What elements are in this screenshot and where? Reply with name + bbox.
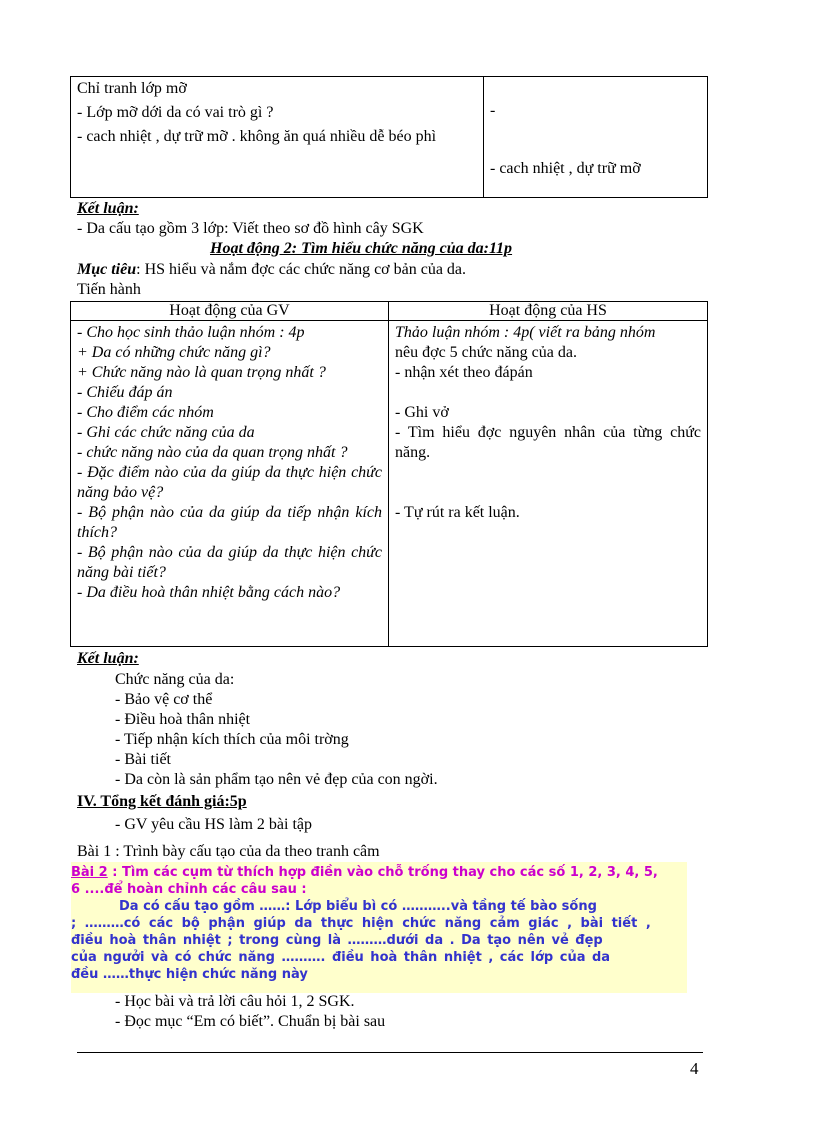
conclusion2-heading: Kết luận:: [77, 650, 139, 667]
table1-right-cell: [484, 77, 708, 198]
footer-rule: [77, 1052, 703, 1053]
table2-header-gv: Hoạt động của GV: [71, 302, 389, 321]
bai2-text-line: ; ………có các bộ phận giúp da thực hiện chức năng cảm giác , bài tiết ,: [71, 916, 651, 931]
gv-item: - Bộ phận nào của da giúp da thực hiện chức năng bài tiết?: [77, 544, 382, 581]
conclusion2-item: - Bài tiết: [115, 751, 171, 768]
gv-item: - chức năng nào của da quan trọng nhất ?: [77, 444, 348, 461]
homework-block: [115, 992, 385, 1032]
conclusion1-heading: Kết luận:: [77, 200, 139, 217]
bai2-prompt-1: : Tìm các cụm từ thích hợp điền vào chỗ trống thay cho các số 1, 2, 3, 4, 5,: [107, 865, 658, 880]
homework-item: - Học bài và trả lời câu hỏi 1, 2 SGK.: [115, 993, 355, 1010]
activity2-title: Hoạt động 2: Tìm hiểu chức năng của da:11p: [210, 240, 513, 257]
conclusion2-item: - Da còn là sản phẩm tạo nên vẻ đẹp của con ngời.: [115, 771, 438, 788]
table1-right-answer: - cach nhiệt , dự trữ mỡ: [490, 160, 641, 177]
conclusion2-block: [115, 670, 438, 790]
bai2-label: Bài 2: [71, 865, 108, 880]
hs-item: nêu đợc 5 chức năng của da.: [395, 344, 577, 361]
conclusion1-text: - Da cấu tạo gồm 3 lớp: Viết theo sơ đồ hình cây SGK: [77, 220, 424, 237]
bai2-prompt: [71, 864, 687, 881]
bai2-text-line: điều hoà thân nhiệt ; trong cùng là ………dưới da . Da tạo nên vẻ đẹp: [71, 933, 603, 948]
gv-item: - Bộ phận nào của da giúp da tiếp nhận kích thích?: [77, 504, 382, 541]
table2-header-hs: Hoạt động của HS: [389, 302, 708, 321]
bai2-text-line: đều ……thực hiện chức năng này: [71, 967, 308, 982]
table2-gv-cell: [71, 321, 389, 647]
conclusion2-intro: Chức năng của da:: [115, 671, 235, 688]
table1-left-line: - Lớp mỡ dới da có vai trò gì ?: [77, 104, 274, 121]
goal-label: Mục tiêu: [77, 261, 137, 278]
bai2-text-line: Da có cấu tạo gồm ……: Lớp biểu bì có ………..và tầng tế bào sống: [119, 899, 597, 914]
hs-item: - Tự rút ra kết luận.: [395, 504, 520, 521]
gv-item: - Cho học sinh thảo luận nhóm : 4p: [77, 324, 305, 341]
conclusion2-item: - Bảo vệ cơ thể: [115, 691, 213, 708]
goal-text: : HS hiểu và nắm đợc các chức năng cơ bản của da.: [136, 261, 467, 278]
table1-left-line: - cach nhiệt , dự trữ mỡ . không ăn quá nhiều dễ béo phì: [77, 128, 437, 145]
activity2-proceed: Tiến hành: [77, 281, 141, 298]
bai2-highlight-box: [71, 862, 687, 993]
hs-item: - nhận xét theo đápán: [395, 364, 533, 381]
hs-item: - Tìm hiểu đợc nguyên nhân của từng chức năng.: [395, 424, 701, 461]
summary-heading: IV. Tổng kết đánh giá:5p: [77, 793, 247, 810]
hs-item: - Ghi vở: [395, 404, 449, 421]
table1-left-cell: [71, 77, 484, 198]
summary-bai1: Bài 1 : Trình bày cấu tạo của da theo tranh câm: [77, 843, 380, 860]
activity2-goal: [77, 261, 466, 279]
gv-item: + Chức năng nào là quan trọng nhất ?: [77, 364, 326, 381]
table-lop-mo: [70, 76, 708, 198]
conclusion2-item: - Tiếp nhận kích thích của môi trờng: [115, 731, 349, 748]
bai2-text-line: của ngưởi và có chức năng ………. điều hoà thân nhiệt , các lớp của da: [71, 950, 611, 965]
table1-right-dash: -: [490, 102, 496, 119]
conclusion2-item: - Điều hoà thân nhiệt: [115, 711, 251, 728]
table1-left-line: Chỉ tranh lớp mỡ: [77, 80, 187, 97]
table-hoat-dong: [70, 301, 708, 647]
gv-item: - Đặc điểm nào của da giúp da thực hiện chức năng bảo vệ?: [77, 464, 382, 501]
bai2-prompt-2: 6 ....để hoàn chỉnh các câu sau :: [71, 882, 307, 897]
gv-item: - Ghi các chức năng của da: [77, 424, 255, 441]
page-number: 4: [690, 1059, 699, 1078]
summary-gv-request: - GV yêu cầu HS làm 2 bài tập: [115, 816, 312, 833]
gv-item: - Da điều hoà thân nhiệt bằng cách nào?: [77, 584, 341, 601]
gv-item: - Chiếu đáp án: [77, 384, 173, 401]
table2-hs-cell: [389, 321, 708, 647]
gv-item: + Da có những chức năng gì?: [77, 344, 271, 361]
gv-item: - Cho điểm các nhóm: [77, 404, 214, 421]
homework-item: - Đọc mục “Em có biết”. Chuẩn bị bài sau: [115, 1013, 386, 1030]
hs-item: Thảo luận nhóm : 4p( viết ra bảng nhóm: [395, 324, 656, 341]
